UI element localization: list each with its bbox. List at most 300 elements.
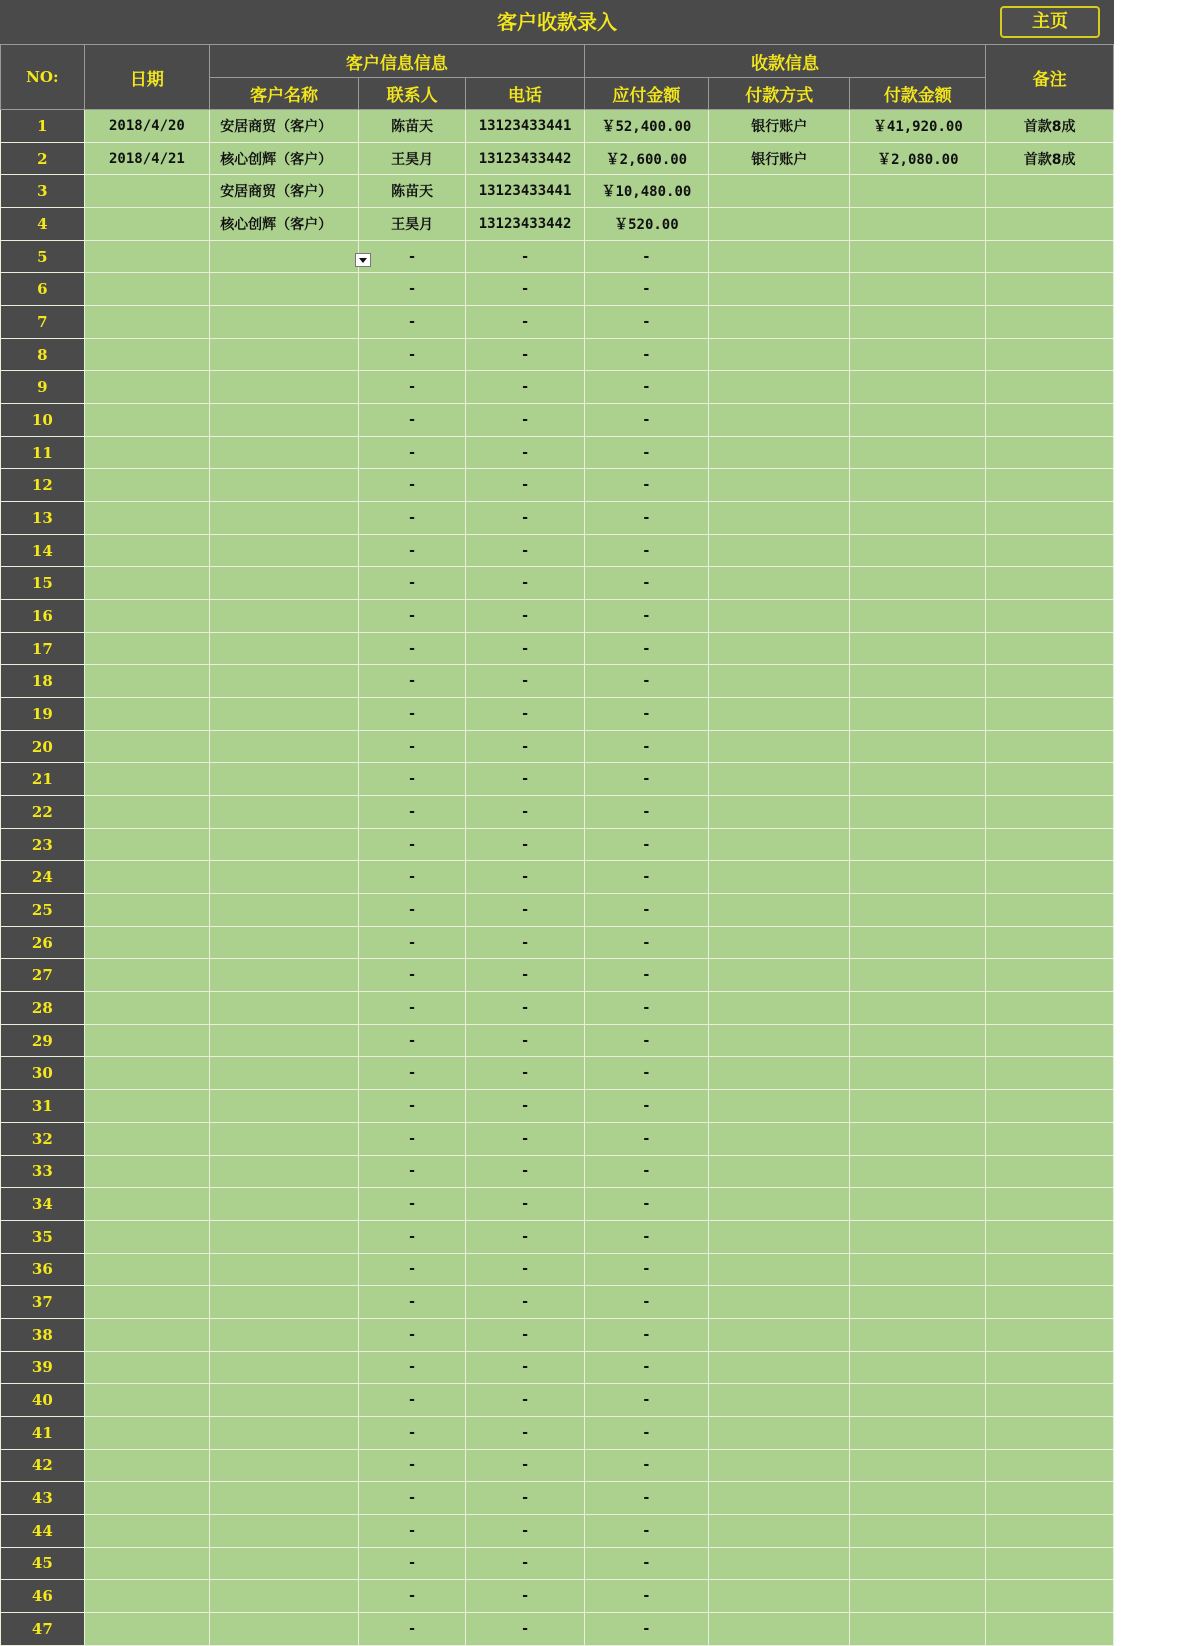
customer-name-cell[interactable] [210, 1286, 359, 1319]
pay-method-cell[interactable] [709, 992, 850, 1025]
amount-due-cell[interactable]: - [584, 371, 708, 404]
date-cell[interactable] [84, 1351, 210, 1384]
date-cell[interactable] [84, 959, 210, 992]
amount-due-cell[interactable]: - [584, 1122, 708, 1155]
customer-name-cell[interactable] [210, 404, 359, 437]
remark-cell[interactable] [986, 796, 1114, 829]
remark-cell[interactable] [986, 1482, 1114, 1515]
pay-method-cell[interactable]: 银行账户 [709, 110, 850, 143]
phone-cell[interactable]: - [466, 926, 584, 959]
pay-method-cell[interactable] [709, 404, 850, 437]
customer-name-cell[interactable] [210, 665, 359, 698]
customer-name-cell[interactable] [210, 567, 359, 600]
amount-due-cell[interactable]: - [584, 1547, 708, 1580]
pay-amount-cell[interactable] [850, 959, 986, 992]
contact-cell[interactable]: - [358, 894, 466, 927]
amount-due-cell[interactable]: - [584, 1580, 708, 1613]
phone-cell[interactable]: - [466, 730, 584, 763]
pay-method-cell[interactable] [709, 1449, 850, 1482]
pay-amount-cell[interactable] [850, 926, 986, 959]
pay-method-cell[interactable] [709, 730, 850, 763]
phone-cell[interactable]: - [466, 1057, 584, 1090]
remark-cell[interactable] [986, 1580, 1114, 1613]
customer-name-cell[interactable] [210, 1155, 359, 1188]
date-cell[interactable] [84, 404, 210, 437]
date-cell[interactable] [84, 208, 210, 241]
remark-cell[interactable] [986, 208, 1114, 241]
contact-cell[interactable]: - [358, 632, 466, 665]
customer-name-cell[interactable] [210, 632, 359, 665]
pay-method-cell[interactable] [709, 1024, 850, 1057]
amount-due-cell[interactable]: - [584, 240, 708, 273]
date-cell[interactable] [84, 502, 210, 535]
remark-cell[interactable] [986, 894, 1114, 927]
pay-amount-cell[interactable] [850, 796, 986, 829]
phone-cell[interactable]: - [466, 1351, 584, 1384]
pay-amount-cell[interactable] [850, 1122, 986, 1155]
pay-method-cell[interactable] [709, 1253, 850, 1286]
remark-cell[interactable] [986, 1057, 1114, 1090]
customer-name-cell[interactable] [210, 1514, 359, 1547]
amount-due-cell[interactable]: - [584, 1449, 708, 1482]
customer-name-cell[interactable]: 核心创辉（客户） [210, 142, 359, 175]
pay-method-cell[interactable] [709, 306, 850, 339]
amount-due-cell[interactable]: - [584, 1351, 708, 1384]
contact-cell[interactable]: - [358, 1449, 466, 1482]
pay-amount-cell[interactable] [850, 1155, 986, 1188]
date-cell[interactable] [84, 436, 210, 469]
contact-cell[interactable]: - [358, 469, 466, 502]
amount-due-cell[interactable]: ￥10,480.00 [584, 175, 708, 208]
remark-cell[interactable] [986, 861, 1114, 894]
customer-name-cell[interactable] [210, 1318, 359, 1351]
date-cell[interactable] [84, 1547, 210, 1580]
amount-due-cell[interactable]: - [584, 796, 708, 829]
remark-cell[interactable] [986, 632, 1114, 665]
date-cell[interactable] [84, 1514, 210, 1547]
date-cell[interactable] [84, 1155, 210, 1188]
pay-amount-cell[interactable] [850, 632, 986, 665]
customer-name-cell[interactable] [210, 698, 359, 731]
customer-name-cell[interactable] [210, 1090, 359, 1123]
pay-method-cell[interactable] [709, 763, 850, 796]
customer-name-cell[interactable] [210, 1122, 359, 1155]
contact-cell[interactable]: - [358, 698, 466, 731]
amount-due-cell[interactable]: - [584, 730, 708, 763]
date-cell[interactable] [84, 698, 210, 731]
phone-cell[interactable]: - [466, 273, 584, 306]
remark-cell[interactable] [986, 600, 1114, 633]
date-cell[interactable] [84, 894, 210, 927]
remark-cell[interactable]: 首款8成 [986, 110, 1114, 143]
pay-amount-cell[interactable] [850, 371, 986, 404]
amount-due-cell[interactable]: - [584, 632, 708, 665]
amount-due-cell[interactable]: ￥520.00 [584, 208, 708, 241]
customer-name-cell[interactable] [210, 926, 359, 959]
date-cell[interactable] [84, 338, 210, 371]
pay-amount-cell[interactable] [850, 665, 986, 698]
contact-cell[interactable]: - [358, 534, 466, 567]
pay-method-cell[interactable] [709, 436, 850, 469]
date-cell[interactable] [84, 992, 210, 1025]
home-button[interactable]: 主页 [1000, 6, 1100, 38]
amount-due-cell[interactable]: - [584, 763, 708, 796]
remark-cell[interactable] [986, 1351, 1114, 1384]
amount-due-cell[interactable]: - [584, 436, 708, 469]
customer-name-cell[interactable] [210, 273, 359, 306]
pay-amount-cell[interactable] [850, 1514, 986, 1547]
contact-cell[interactable]: - [358, 567, 466, 600]
remark-cell[interactable] [986, 1122, 1114, 1155]
amount-due-cell[interactable]: - [584, 1155, 708, 1188]
customer-name-cell[interactable] [210, 600, 359, 633]
pay-amount-cell[interactable] [850, 1449, 986, 1482]
contact-cell[interactable]: - [358, 1253, 466, 1286]
pay-amount-cell[interactable] [850, 894, 986, 927]
remark-cell[interactable] [986, 1090, 1114, 1123]
remark-cell[interactable] [986, 240, 1114, 273]
pay-amount-cell[interactable] [850, 469, 986, 502]
pay-amount-cell[interactable] [850, 1057, 986, 1090]
customer-name-cell[interactable] [210, 1057, 359, 1090]
pay-amount-cell[interactable] [850, 534, 986, 567]
contact-cell[interactable]: 王昊月 [358, 208, 466, 241]
date-cell[interactable] [84, 534, 210, 567]
remark-cell[interactable] [986, 1155, 1114, 1188]
remark-cell[interactable] [986, 959, 1114, 992]
remark-cell[interactable] [986, 1253, 1114, 1286]
date-cell[interactable] [84, 371, 210, 404]
contact-cell[interactable]: - [358, 1482, 466, 1515]
pay-amount-cell[interactable] [850, 1482, 986, 1515]
amount-due-cell[interactable]: - [584, 959, 708, 992]
remark-cell[interactable] [986, 763, 1114, 796]
amount-due-cell[interactable]: - [584, 502, 708, 535]
pay-method-cell[interactable] [709, 534, 850, 567]
remark-cell[interactable] [986, 371, 1114, 404]
contact-cell[interactable]: - [358, 992, 466, 1025]
date-cell[interactable] [84, 1580, 210, 1613]
pay-method-cell[interactable] [709, 371, 850, 404]
pay-amount-cell[interactable] [850, 1286, 986, 1319]
pay-method-cell[interactable] [709, 1514, 850, 1547]
pay-amount-cell[interactable] [850, 436, 986, 469]
customer-name-cell[interactable] [210, 1416, 359, 1449]
contact-cell[interactable]: - [358, 1220, 466, 1253]
pay-amount-cell[interactable] [850, 861, 986, 894]
phone-cell[interactable]: 13123433441 [466, 110, 584, 143]
amount-due-cell[interactable]: - [584, 1416, 708, 1449]
contact-cell[interactable]: - [358, 1514, 466, 1547]
remark-cell[interactable] [986, 404, 1114, 437]
contact-cell[interactable]: - [358, 338, 466, 371]
customer-name-cell[interactable]: 安居商贸（客户） [210, 175, 359, 208]
date-cell[interactable] [84, 306, 210, 339]
date-cell[interactable] [84, 1286, 210, 1319]
contact-cell[interactable]: - [358, 404, 466, 437]
contact-cell[interactable]: - [358, 1547, 466, 1580]
pay-method-cell[interactable] [709, 1351, 850, 1384]
remark-cell[interactable] [986, 730, 1114, 763]
remark-cell[interactable] [986, 175, 1114, 208]
pay-amount-cell[interactable] [850, 273, 986, 306]
customer-name-cell[interactable] [210, 1612, 359, 1645]
contact-cell[interactable]: - [358, 1612, 466, 1645]
contact-cell[interactable]: - [358, 1090, 466, 1123]
customer-name-cell[interactable] [210, 959, 359, 992]
phone-cell[interactable]: - [466, 240, 584, 273]
amount-due-cell[interactable]: - [584, 600, 708, 633]
customer-name-cell[interactable] [210, 1220, 359, 1253]
phone-cell[interactable]: - [466, 469, 584, 502]
phone-cell[interactable]: - [466, 436, 584, 469]
customer-name-cell[interactable] [210, 1482, 359, 1515]
amount-due-cell[interactable]: - [584, 404, 708, 437]
customer-name-cell[interactable] [210, 763, 359, 796]
pay-amount-cell[interactable] [850, 338, 986, 371]
customer-name-cell[interactable] [210, 992, 359, 1025]
remark-cell[interactable] [986, 1416, 1114, 1449]
pay-method-cell[interactable] [709, 1318, 850, 1351]
phone-cell[interactable]: - [466, 1318, 584, 1351]
customer-name-cell[interactable] [210, 1547, 359, 1580]
amount-due-cell[interactable]: - [584, 306, 708, 339]
pay-method-cell[interactable] [709, 1122, 850, 1155]
remark-cell[interactable] [986, 338, 1114, 371]
contact-cell[interactable]: - [358, 959, 466, 992]
pay-amount-cell[interactable] [850, 567, 986, 600]
pay-amount-cell[interactable] [850, 1416, 986, 1449]
amount-due-cell[interactable]: - [584, 992, 708, 1025]
contact-cell[interactable]: - [358, 730, 466, 763]
date-cell[interactable] [84, 567, 210, 600]
remark-cell[interactable] [986, 1318, 1114, 1351]
pay-amount-cell[interactable] [850, 1547, 986, 1580]
contact-cell[interactable]: - [358, 828, 466, 861]
pay-amount-cell[interactable] [850, 828, 986, 861]
remark-cell[interactable] [986, 534, 1114, 567]
remark-cell[interactable] [986, 1384, 1114, 1417]
customer-name-cell[interactable] [210, 338, 359, 371]
amount-due-cell[interactable]: ￥2,600.00 [584, 142, 708, 175]
date-cell[interactable] [84, 1449, 210, 1482]
pay-method-cell[interactable] [709, 698, 850, 731]
customer-name-cell[interactable] [210, 306, 359, 339]
pay-amount-cell[interactable] [850, 1024, 986, 1057]
amount-due-cell[interactable]: - [584, 534, 708, 567]
chevron-down-icon[interactable] [355, 253, 371, 267]
contact-cell[interactable]: - [358, 1057, 466, 1090]
pay-amount-cell[interactable]: ￥2,080.00 [850, 142, 986, 175]
date-cell[interactable]: 2018/4/21 [84, 142, 210, 175]
pay-amount-cell[interactable] [850, 1220, 986, 1253]
pay-amount-cell[interactable] [850, 992, 986, 1025]
remark-cell[interactable] [986, 698, 1114, 731]
pay-method-cell[interactable]: 银行账户 [709, 142, 850, 175]
pay-method-cell[interactable] [709, 1416, 850, 1449]
pay-method-cell[interactable] [709, 926, 850, 959]
amount-due-cell[interactable]: - [584, 1286, 708, 1319]
phone-cell[interactable]: - [466, 502, 584, 535]
customer-name-cell[interactable]: 核心创辉（客户） [210, 208, 359, 241]
pay-method-cell[interactable] [709, 861, 850, 894]
phone-cell[interactable]: - [466, 1482, 584, 1515]
date-cell[interactable] [84, 1318, 210, 1351]
phone-cell[interactable]: - [466, 1155, 584, 1188]
amount-due-cell[interactable]: - [584, 1514, 708, 1547]
remark-cell[interactable] [986, 828, 1114, 861]
pay-method-cell[interactable] [709, 1580, 850, 1613]
phone-cell[interactable]: - [466, 371, 584, 404]
pay-amount-cell[interactable] [850, 208, 986, 241]
phone-cell[interactable]: 13123433442 [466, 208, 584, 241]
remark-cell[interactable] [986, 1024, 1114, 1057]
customer-name-cell[interactable] [210, 436, 359, 469]
phone-cell[interactable]: - [466, 306, 584, 339]
remark-cell[interactable] [986, 1547, 1114, 1580]
phone-cell[interactable]: - [466, 600, 584, 633]
phone-cell[interactable]: - [466, 1286, 584, 1319]
date-cell[interactable] [84, 796, 210, 829]
pay-method-cell[interactable] [709, 240, 850, 273]
contact-cell[interactable]: - [358, 1188, 466, 1221]
remark-cell[interactable] [986, 926, 1114, 959]
contact-cell[interactable]: - [358, 763, 466, 796]
phone-cell[interactable]: - [466, 1090, 584, 1123]
customer-name-cell[interactable] [210, 1580, 359, 1613]
customer-name-cell[interactable] [210, 1351, 359, 1384]
contact-cell[interactable]: 陈苗天 [358, 110, 466, 143]
phone-cell[interactable]: - [466, 534, 584, 567]
pay-amount-cell[interactable]: ￥41,920.00 [850, 110, 986, 143]
pay-method-cell[interactable] [709, 1286, 850, 1319]
phone-cell[interactable]: - [466, 1449, 584, 1482]
date-cell[interactable] [84, 1057, 210, 1090]
pay-method-cell[interactable] [709, 632, 850, 665]
remark-cell[interactable] [986, 502, 1114, 535]
customer-name-cell[interactable] [210, 469, 359, 502]
pay-method-cell[interactable] [709, 273, 850, 306]
customer-name-cell[interactable] [210, 730, 359, 763]
phone-cell[interactable]: - [466, 1384, 584, 1417]
pay-method-cell[interactable] [709, 1220, 850, 1253]
phone-cell[interactable]: - [466, 1253, 584, 1286]
contact-cell[interactable]: - [358, 1384, 466, 1417]
date-cell[interactable] [84, 665, 210, 698]
remark-cell[interactable] [986, 1220, 1114, 1253]
pay-method-cell[interactable] [709, 1547, 850, 1580]
customer-name-cell[interactable] [210, 1188, 359, 1221]
contact-cell[interactable]: - [358, 1351, 466, 1384]
date-cell[interactable] [84, 1024, 210, 1057]
pay-amount-cell[interactable] [850, 600, 986, 633]
pay-amount-cell[interactable] [850, 240, 986, 273]
remark-cell[interactable] [986, 306, 1114, 339]
remark-cell[interactable] [986, 436, 1114, 469]
phone-cell[interactable]: - [466, 338, 584, 371]
remark-cell[interactable] [986, 1286, 1114, 1319]
contact-cell[interactable]: - [358, 371, 466, 404]
pay-amount-cell[interactable] [850, 763, 986, 796]
contact-cell[interactable]: 王昊月 [358, 142, 466, 175]
customer-name-cell[interactable] [210, 1449, 359, 1482]
amount-due-cell[interactable]: - [584, 273, 708, 306]
phone-cell[interactable]: 13123433442 [466, 142, 584, 175]
amount-due-cell[interactable]: ￥52,400.00 [584, 110, 708, 143]
date-cell[interactable] [84, 828, 210, 861]
pay-amount-cell[interactable] [850, 175, 986, 208]
amount-due-cell[interactable]: - [584, 861, 708, 894]
pay-method-cell[interactable] [709, 1188, 850, 1221]
date-cell[interactable] [84, 861, 210, 894]
date-cell[interactable] [84, 175, 210, 208]
contact-cell[interactable]: - [358, 436, 466, 469]
pay-amount-cell[interactable] [850, 1384, 986, 1417]
amount-due-cell[interactable]: - [584, 665, 708, 698]
phone-cell[interactable]: - [466, 1612, 584, 1645]
amount-due-cell[interactable]: - [584, 1057, 708, 1090]
phone-cell[interactable]: - [466, 763, 584, 796]
remark-cell[interactable] [986, 992, 1114, 1025]
phone-cell[interactable]: 13123433441 [466, 175, 584, 208]
contact-cell[interactable]: - [358, 1286, 466, 1319]
contact-cell[interactable]: - [358, 665, 466, 698]
date-cell[interactable] [84, 1416, 210, 1449]
pay-method-cell[interactable] [709, 600, 850, 633]
customer-name-cell[interactable] [210, 240, 359, 273]
remark-cell[interactable] [986, 1612, 1114, 1645]
pay-method-cell[interactable] [709, 1612, 850, 1645]
pay-amount-cell[interactable] [850, 404, 986, 437]
phone-cell[interactable]: - [466, 1122, 584, 1155]
contact-cell[interactable]: - [358, 1580, 466, 1613]
pay-method-cell[interactable] [709, 502, 850, 535]
date-cell[interactable] [84, 1188, 210, 1221]
date-cell[interactable] [84, 763, 210, 796]
phone-cell[interactable]: - [466, 1580, 584, 1613]
date-cell[interactable] [84, 1612, 210, 1645]
phone-cell[interactable]: - [466, 828, 584, 861]
amount-due-cell[interactable]: - [584, 894, 708, 927]
phone-cell[interactable]: - [466, 1220, 584, 1253]
contact-cell[interactable]: - [358, 600, 466, 633]
pay-method-cell[interactable] [709, 1155, 850, 1188]
phone-cell[interactable]: - [466, 404, 584, 437]
amount-due-cell[interactable]: - [584, 1188, 708, 1221]
customer-name-cell[interactable] [210, 1024, 359, 1057]
pay-amount-cell[interactable] [850, 1612, 986, 1645]
phone-cell[interactable]: - [466, 796, 584, 829]
customer-name-cell[interactable] [210, 828, 359, 861]
remark-cell[interactable]: 首款8成 [986, 142, 1114, 175]
pay-method-cell[interactable] [709, 1057, 850, 1090]
date-cell[interactable] [84, 1122, 210, 1155]
contact-cell[interactable]: - [358, 1024, 466, 1057]
pay-method-cell[interactable] [709, 828, 850, 861]
remark-cell[interactable] [986, 273, 1114, 306]
pay-amount-cell[interactable] [850, 502, 986, 535]
contact-cell[interactable]: - [358, 1416, 466, 1449]
phone-cell[interactable]: - [466, 632, 584, 665]
pay-method-cell[interactable] [709, 469, 850, 502]
customer-name-cell[interactable] [210, 371, 359, 404]
amount-due-cell[interactable]: - [584, 1482, 708, 1515]
pay-amount-cell[interactable] [850, 698, 986, 731]
pay-amount-cell[interactable] [850, 1188, 986, 1221]
pay-method-cell[interactable] [709, 796, 850, 829]
amount-due-cell[interactable]: - [584, 469, 708, 502]
remark-cell[interactable] [986, 1188, 1114, 1221]
